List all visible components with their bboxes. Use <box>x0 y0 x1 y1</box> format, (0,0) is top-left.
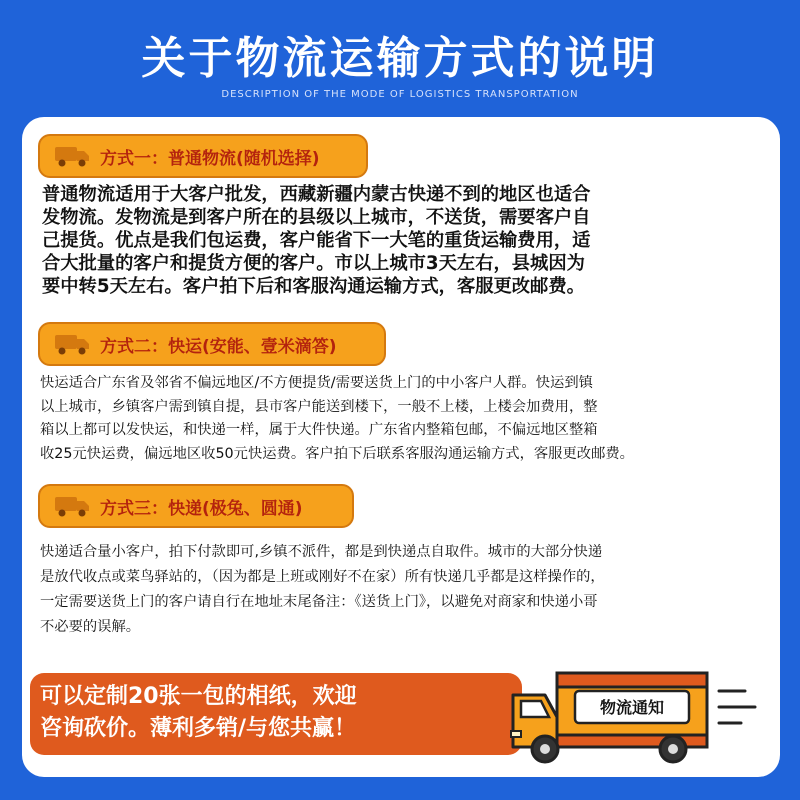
section-tag-3 <box>38 484 354 528</box>
section-tag-label: 方式一：普通物流(随机选择) <box>100 148 320 169</box>
paragraph-line: 是放代收点或菜鸟驿站的，（因为都是上班或刚好不在家）所有快递几乎都是这样操作的， <box>40 569 605 585</box>
promo-line-1: 可以定制20张一包的相纸，欢迎 <box>40 684 357 709</box>
section-tag-label: 方式二：快运(安能、壹米滴答) <box>100 336 337 357</box>
section-paragraph-3 <box>40 540 605 640</box>
paragraph-line: 箱以上都可以发快运，和快递一样，属于大件快递。广东省内整箱包邮，不偏远地区整箱 <box>40 422 598 439</box>
paragraph-line: 普通物流适用于大客户批发，西藏新疆内蒙古快递不到的地区也适合 <box>42 184 591 205</box>
paragraph-line: 快递适合量小客户，拍下付款即可,乡镇不派件，都是到快递点自取件。城市的大部分快递 <box>40 544 603 560</box>
paragraph-line: 己提货。优点是我们包运费，客户能省下一大笔的重货运输费用，适 <box>42 230 591 251</box>
truck-mini-icon <box>54 144 90 168</box>
truck-mini-icon <box>54 332 90 356</box>
section-paragraph-1 <box>42 183 590 298</box>
paragraph-line: 要中转5天左右。客户拍下后和客服沟通运输方式，客服更改邮费。 <box>42 276 585 297</box>
truck-sign-text: 物流通知 <box>599 698 665 717</box>
section-paragraph-2 <box>40 372 634 467</box>
section-tag-1 <box>38 134 368 178</box>
truck-mini-icon <box>54 494 90 518</box>
promo-banner-text <box>40 681 520 745</box>
section-tag-label: 方式三：快递(极兔、圆通) <box>100 498 303 519</box>
paragraph-line: 合大批量的客户和提货方便的客户。市以上城市3天左右，县城因为 <box>42 253 585 274</box>
paragraph-line: 不必要的误解。 <box>40 619 141 635</box>
page-title: 关于物流运输方式的说明 <box>141 33 659 84</box>
page-subtitle: DESCRIPTION OF THE MODE OF LOGISTICS TRANSPORTATION <box>221 89 579 100</box>
paragraph-line: 发物流。发物流是到客户所在的县级以上城市，不送货，需要客户自 <box>42 207 591 228</box>
paragraph-line: 一定需要送货上门的客户请自行在地址末尾备注：《送货上门》，以避免对商家和快递小哥 <box>40 594 598 610</box>
paragraph-line: 快运适合广东省及邻省不偏远地区/不方便提货/需要送货上门的中小客户人群。快运到镇 <box>40 375 593 391</box>
section-tag-2 <box>38 322 386 366</box>
paragraph-line: 收25元快运费，偏远地区收50元快运费。客户拍下后联系客服沟通运输方式，客服更改邮费。 <box>40 446 634 463</box>
promo-line-2: 咨询砍价。薄利多销/与您共赢！ <box>40 716 357 741</box>
paragraph-line: 以上城市，乡镇客户需到镇自提，县市客户能送到楼下，一般不上楼，上楼会加费用，整 <box>40 398 598 415</box>
delivery-truck-icon <box>505 655 765 765</box>
